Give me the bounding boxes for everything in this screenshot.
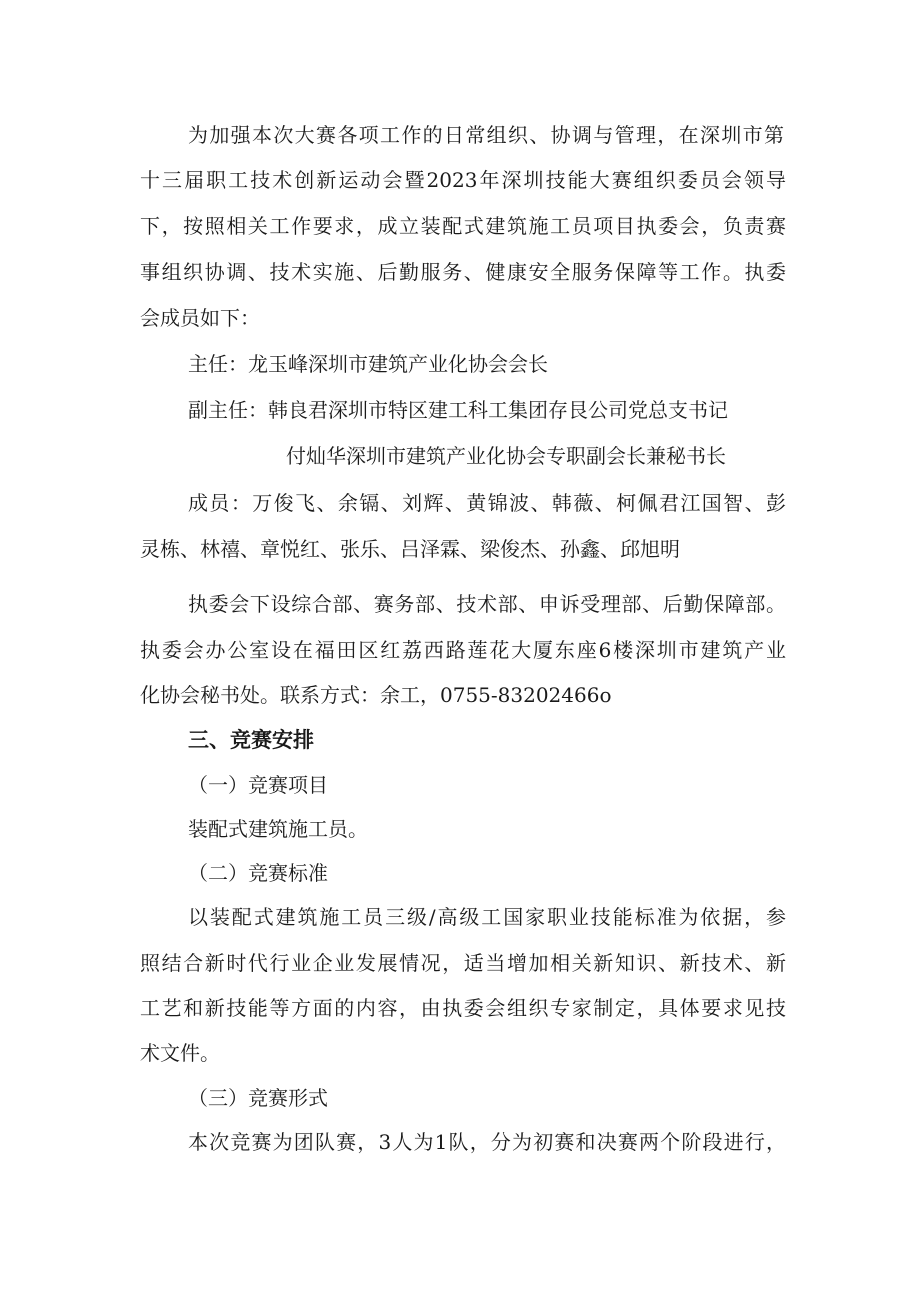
director-line: 主任：龙玉峰深圳市建筑产业化协会会长 <box>188 352 548 376</box>
format-line-1: 本次竞赛为团队赛，3人为1队，分为初赛和决赛两个阶段进行， <box>188 1130 786 1154</box>
members-line-2: 灵栋、林禧、章悦红、张乐、吕泽霖、梁俊杰、孙鑫、邱旭明 <box>140 537 680 561</box>
subheading-2: （二）竞赛标准 <box>188 861 328 885</box>
office-line-1: 执委会下设综合部、赛务部、技术部、申诉受理部、后勤保障部。 <box>188 592 786 616</box>
intro-line-2: 十三届职工技术创新运动会暨2023年深圳技能大赛组织委员会领导 <box>140 168 786 192</box>
intro-line-1: 为加强本次大赛各项工作的日常组织、协调与管理，在深圳市第 <box>188 123 784 147</box>
members-line-1: 成员：万俊飞、余镉、刘辉、黄锦波、韩薇、柯佩君江国智、彭 <box>188 491 786 515</box>
standard-line-1: 以装配式建筑施工员三级/高级工国家职业技能标准为依据，参 <box>188 905 786 929</box>
subheading-3: （三）竞赛形式 <box>188 1086 328 1110</box>
standard-line-2: 照结合新时代行业企业发展情况，适当增加相关新知识、新技术、新 <box>140 951 786 975</box>
intro-line-4: 事组织协调、技术实施、后勤服务、健康安全服务保障等工作。执委 <box>140 260 786 284</box>
section-heading-3: 三、竞赛安排 <box>188 728 314 752</box>
deputy-director-line-2: 付灿华深圳市建筑产业化协会专职副会长兼秘书长 <box>286 444 726 468</box>
intro-line-3: 下，按照相关工作要求，成立装配式建筑施工员项目执委会，负责赛 <box>140 214 786 238</box>
intro-line-5: 会成员如下： <box>140 306 260 330</box>
office-line-2: 执委会办公室设在福田区红荔西路莲花大厦东座6楼深圳市建筑产业 <box>140 638 786 662</box>
standard-line-4: 术文件。 <box>140 1041 220 1065</box>
item-text: 装配式建筑施工员。 <box>188 817 368 841</box>
deputy-director-line-1: 副主任：韩良君深圳市特区建工科工集团存艮公司党总支书记 <box>188 398 728 422</box>
office-line-3: 化协会秘书处。联系方式：余工，0755-83202466o <box>140 683 612 707</box>
standard-line-3: 工艺和新技能等方面的内容，由执委会组织专家制定，具体要求见技 <box>140 996 786 1020</box>
subheading-1: （一）竞赛项目 <box>188 773 328 797</box>
